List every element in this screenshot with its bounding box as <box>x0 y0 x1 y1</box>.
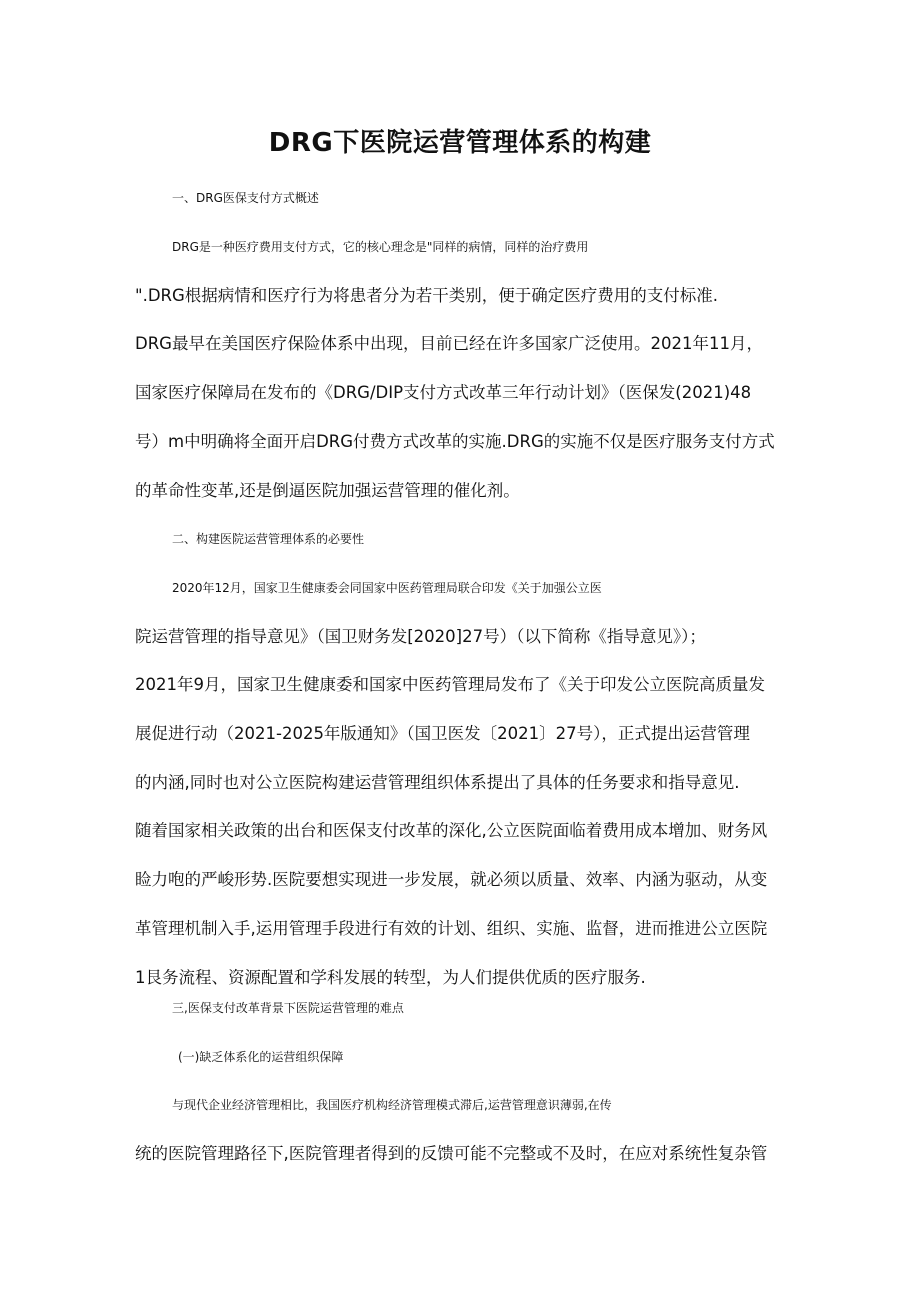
paragraph-line: 随着国家相关政策的出台和医保支付改革的深化,公立医院面临着费用成本增加、财务风 <box>135 821 768 840</box>
paragraph-line: 统的医院管理路径下,医院管理者得到的反馈可能不完整或不及时，在应对系统性复杂管 <box>135 1144 768 1163</box>
paragraph-line: 国家医疗保障局在发布的《DRG/DIP支付方式改革三年行动计划》（医保发(2021)48 <box>135 383 752 402</box>
paragraph-line: DRG是一种医疗费用支付方式，它的核心理念是"同样的病情，同样的治疗费用 <box>172 240 589 254</box>
paragraph-line: DRG最早在美国医疗保险体系中出现，目前已经在许多国家广泛使用。2021年11月， <box>135 334 763 353</box>
paragraph-line: 的革命性变革,还是倒逼医院加强运营管理的催化剂。 <box>135 481 520 500</box>
paragraph-line: 2020年12月，国家卫生健康委会同国家中医药管理局联合印发《关于加强公立医 <box>172 581 602 595</box>
paragraph-line: 展促进行动（2021-2025年版通知》（国卫医发〔2021〕27号），正式提出运营管理 <box>135 724 750 743</box>
subsection-heading: (一)缺乏体系化的运营组织保障 <box>178 1050 344 1064</box>
section-heading-1: 一、DRG医保支付方式概述 <box>172 191 319 205</box>
paragraph-line: 2021年9月，国家卫生健康委和国家中医药管理局发布了《关于印发公立医院高质量发 <box>135 675 765 694</box>
paragraph-line: 院运营管理的指导意见》（国卫财务发[2020]27号）（以下简称《指导意见》）； <box>135 627 706 646</box>
paragraph-line: 与现代企业经济管理相比，我国医疗机构经济管理模式滞后,运营管理意识薄弱,在传 <box>172 1098 612 1112</box>
paragraph-line: 1艮务流程、资源配置和学科发展的转型，为人们提供优质的医疗服务. <box>135 968 646 987</box>
document-title: DRG下医院运营管理体系的构建 <box>268 128 652 158</box>
section-heading-3: 三,医保支付改革背景下医院运营管理的难点 <box>172 1001 404 1015</box>
section-heading-2: 二、构建医院运营管理体系的必要性 <box>172 532 365 546</box>
paragraph-line: ".DRG根据病情和医疗行为将患者分为若干类别，便于确定医疗费用的支付标准. <box>135 286 719 305</box>
paragraph-line: 革管理机制入手,运用管理手段进行有效的计划、组织、实施、监督，进而推进公立医院 <box>135 919 768 938</box>
paragraph-line: 号）m中明确将全面开启DRG付费方式改革的实施.DRG的实施不仅是医疗服务支付方式 <box>135 432 775 451</box>
paragraph-line: 睑力咆的严峻形势.医院要想实现进一步发展，就必须以质量、效率、内涵为驱动，从变 <box>135 870 768 889</box>
paragraph-line: 的内涵,同时也对公立医院构建运营管理组织体系提出了具体的任务要求和指导意见. <box>135 773 740 792</box>
